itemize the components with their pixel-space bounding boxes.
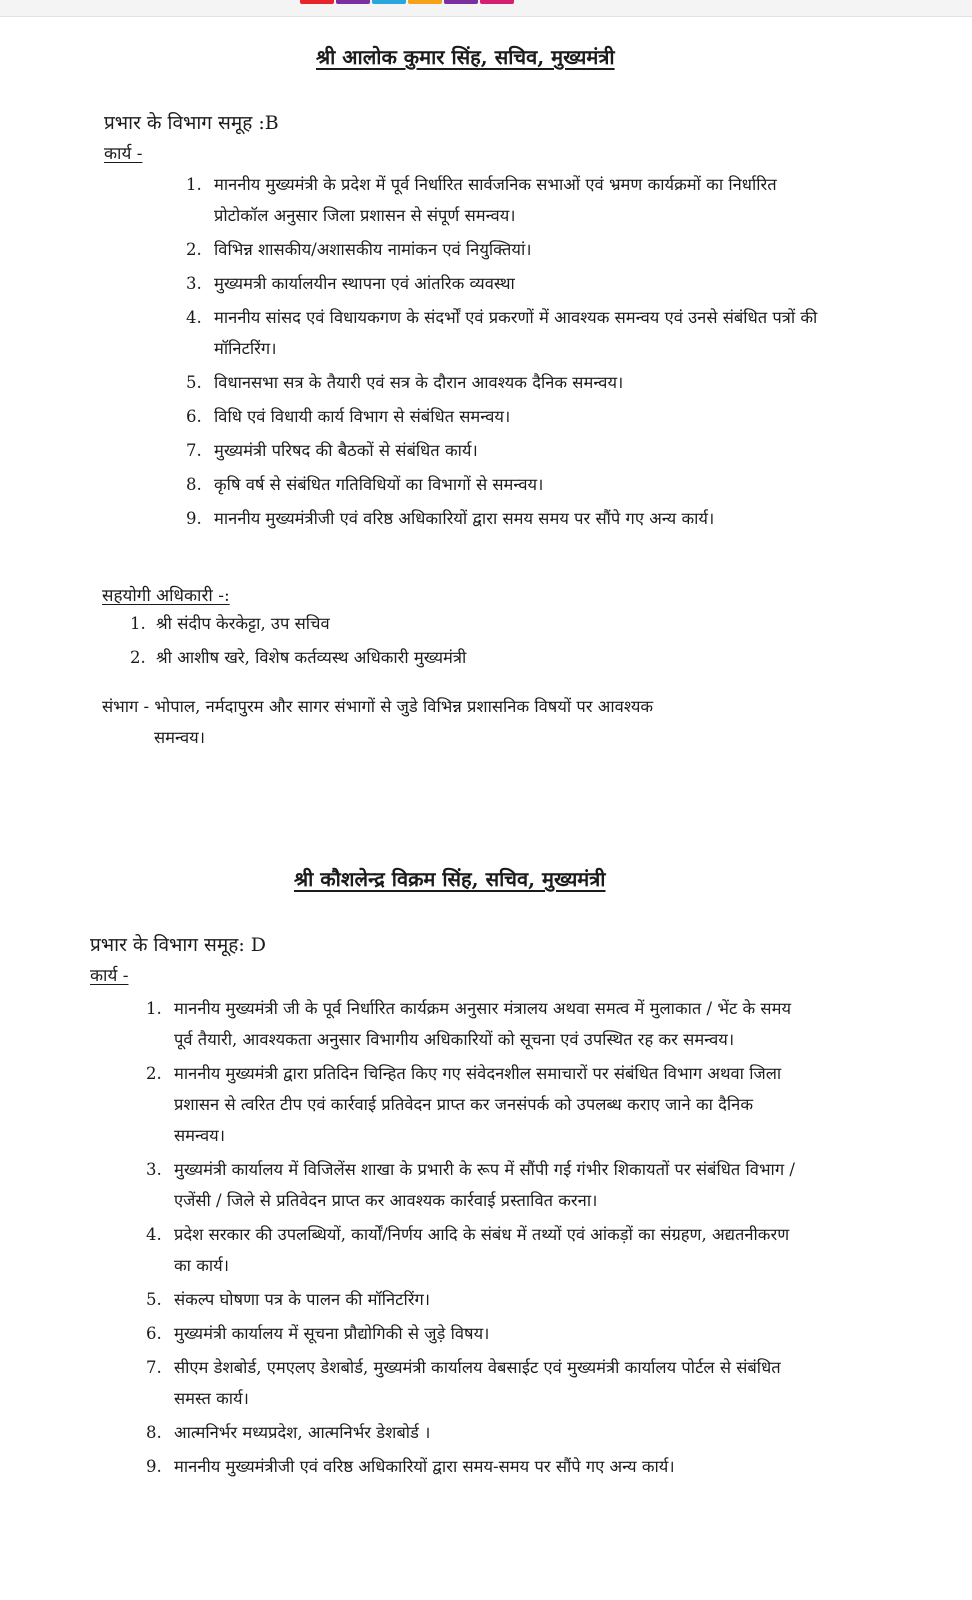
sambhag-line-2: समन्वय। <box>154 728 205 747</box>
section-b-task-7 <box>186 435 834 466</box>
section-d-task-text: माननीय मुख्यमंत्री जी के पूर्व निर्धारित कार्यक्रम अनुसार मंत्रालय अथवा समत्व में मुलाकात / भेंट के समय पूर्व तैयारी, आवश्यकता अनुसार विभागीय अधिकारियों को सूचना एवं उपस्थित रह कर समन्वय। <box>174 999 792 1049</box>
section-d-task-number: 9. <box>146 1457 162 1476</box>
section-b-task-text: विधि एवं विधायी कार्य विभाग से संबंधित समन्वय। <box>214 407 511 426</box>
logo-block-3 <box>372 0 406 4</box>
section-d-task-7 <box>146 1352 804 1414</box>
logo-block-1 <box>300 0 334 4</box>
section-b-task-text: कृषि वर्ष से संबंधित गतिविधियों का विभागों से समन्वय। <box>214 475 544 494</box>
section-d-task-text: माननीय मुख्यमंत्री द्वारा प्रतिदिन चिन्हित किए गए संवेदनशील समाचारों पर संबंधित विभाग अथवा जिला प्रशासन से त्वरित टीप एवं कार्रवाई प्रतिवेदन प्राप्त कर जनसंपर्क को उपलब्ध कराए जाने का दैनिक समन्वय। <box>174 1064 782 1145</box>
section-b-task-text: मुख्यमंत्री परिषद की बैठकों से संबंधित कार्य। <box>214 441 478 460</box>
section-d-task-number: 6. <box>146 1324 162 1343</box>
section-d-task-3 <box>146 1154 804 1216</box>
section-b-task-number: 6. <box>186 407 202 426</box>
section-b-task-number: 7. <box>186 441 202 460</box>
document-page <box>0 17 972 1600</box>
section-b-task-text: विधानसभा सत्र के तैयारी एवं सत्र के दौरान आवश्यक दैनिक समन्वय। <box>214 373 624 392</box>
section-d-task-9 <box>146 1451 804 1482</box>
section-b-task-number: 2. <box>186 240 202 259</box>
section-d-task-text: संकल्प घोषणा पत्र के पालन की मॉनिटरिंग। <box>174 1290 431 1309</box>
section-d-task-number: 2. <box>146 1064 162 1083</box>
section-b-officer-1 <box>130 607 756 641</box>
section-b-task-text: माननीय मुख्यमंत्रीजी एवं वरिष्ठ अधिकारियों द्वारा समय समय पर सौंपे गए अन्य कार्य। <box>214 509 715 528</box>
section-b-officer-text: श्री आशीष खरे, विशेष कर्तव्यस्थ अधिकारी मुख्यमंत्री <box>156 648 467 667</box>
section-b-task-number: 3. <box>186 274 202 293</box>
section-d-task-8 <box>146 1417 804 1448</box>
section-b-task-6 <box>186 401 834 432</box>
section-d-task-text: सीएम डेशबोर्ड, एमएलए डेशबोर्ड, मुख्यमंत्री कार्यालय वेबसाईट एवं मुख्यमंत्री कार्यालय पोर्टल से संबंधित समस्त कार्य। <box>174 1358 781 1408</box>
section-b-task-8 <box>186 469 834 500</box>
section-b-task-1 <box>186 169 834 231</box>
section-b-task-4 <box>186 302 834 364</box>
section-d-task-number: 8. <box>146 1423 162 1442</box>
section-b-task-text: मुख्यमत्री कार्यालयीन स्थापना एवं आंतरिक व्यवस्था <box>214 274 515 293</box>
logo-block-5 <box>444 0 478 4</box>
section-d-task-number: 1. <box>146 999 162 1018</box>
section-d-task-text: आत्मनिर्भर मध्यप्रदेश, आत्मनिर्भर डेशबोर्ड । <box>174 1423 431 1442</box>
section-b-associate-label: सहयोगी अधिकारी -: <box>102 586 230 606</box>
section-b-task-number: 8. <box>186 475 202 494</box>
section-d-task-text: मुख्यमंत्री कार्यालय में विजिलेंस शाखा के प्रभारी के रूप में सौंपी गई गंभीर शिकायतों पर संबंधित विभाग / एजेंसी / जिले से प्रतिवेदन प्राप्त कर आवश्यक कार्रवाई प्रस्तावित करना। <box>174 1160 795 1210</box>
section-b-heading: श्री आलोक कुमार सिंह, सचिव, मुख्यमंत्री <box>316 45 615 69</box>
section-b-officer-list <box>130 607 756 675</box>
section-b-sambhag <box>102 691 842 753</box>
top-banner <box>0 0 972 17</box>
section-b-task-number: 4. <box>186 308 202 327</box>
section-d-task-4 <box>146 1219 804 1281</box>
section-b-task-number: 9. <box>186 509 202 528</box>
section-b-officer-number: 1. <box>130 614 146 633</box>
section-d-task-list <box>146 993 804 1485</box>
section-b-task-5 <box>186 367 834 398</box>
section-d-task-text: प्रदेश सरकार की उपलब्धियों, कार्यों/निर्णय आदि के संबंध में तथ्यों एवं आंकड़ों का संग्रहण, अद्यतनीकरण का कार्य। <box>174 1225 790 1275</box>
section-d-task-5 <box>146 1284 804 1315</box>
section-b-task-text: माननीय मुख्यमंत्री के प्रदेश में पूर्व निर्धारित सार्वजनिक सभाओं एवं भ्रमण कार्यक्रमों का निर्धारित प्रोटोकॉल अनुसार जिला प्रशासन से संपूर्ण समन्वय। <box>214 175 777 225</box>
logo-block-4 <box>408 0 442 4</box>
section-b-task-list <box>186 169 834 537</box>
section-d-heading: श्री कौशलेन्द्र विक्रम सिंह, सचिव, मुख्यमंत्री <box>294 867 606 891</box>
section-b-task-number: 1. <box>186 175 202 194</box>
section-d-task-number: 3. <box>146 1160 162 1179</box>
section-b-task-9 <box>186 503 834 534</box>
logo-block-6 <box>480 0 514 4</box>
section-d-group-line: प्रभार के विभाग समूह: D <box>90 934 267 956</box>
section-b-task-3 <box>186 268 834 299</box>
section-d-task-text: माननीय मुख्यमंत्रीजी एवं वरिष्ठ अधिकारियों द्वारा समय-समय पर सौंपे गए अन्य कार्य। <box>174 1457 675 1476</box>
section-b-officer-number: 2. <box>130 648 146 667</box>
section-d-task-number: 7. <box>146 1358 162 1377</box>
section-d-task-text: मुख्यमंत्री कार्यालय में सूचना प्रौद्योगिकी से जुड़े विषय। <box>174 1324 490 1343</box>
sambhag-line-1: संभाग - भोपाल, नर्मदापुरम और सागर संभागों से जुडे विभिन्न प्रशासनिक विषयों पर आवश्यक <box>102 697 654 716</box>
section-b-task-2 <box>186 234 834 265</box>
section-d-task-number: 5. <box>146 1290 162 1309</box>
section-b-group-line: प्रभार के विभाग समूह :B <box>104 112 279 134</box>
section-b-task-number: 5. <box>186 373 202 392</box>
section-b-task-text: विभिन्न शासकीय/अशासकीय नामांकन एवं नियुक्तियां। <box>214 240 532 259</box>
section-d-task-2 <box>146 1058 804 1151</box>
section-d-task-number: 4. <box>146 1225 162 1244</box>
section-d-task-6 <box>146 1318 804 1349</box>
section-b-officer-2 <box>130 641 756 675</box>
section-d-task-1 <box>146 993 804 1055</box>
section-d-karya-label: कार्य - <box>90 966 129 986</box>
section-b-task-text: माननीय सांसद एवं विधायकगण के संदर्भों एवं प्रकरणों में आवश्यक समन्वय एवं उनसे संबंधित पत्रों की मॉनिटरिंग। <box>214 308 818 358</box>
section-b-karya-label: कार्य - <box>104 144 143 164</box>
logo-block-2 <box>336 0 370 4</box>
section-b-officer-text: श्री संदीप केरकेट्टा, उप सचिव <box>156 614 330 633</box>
site-logo-strip <box>300 0 514 8</box>
